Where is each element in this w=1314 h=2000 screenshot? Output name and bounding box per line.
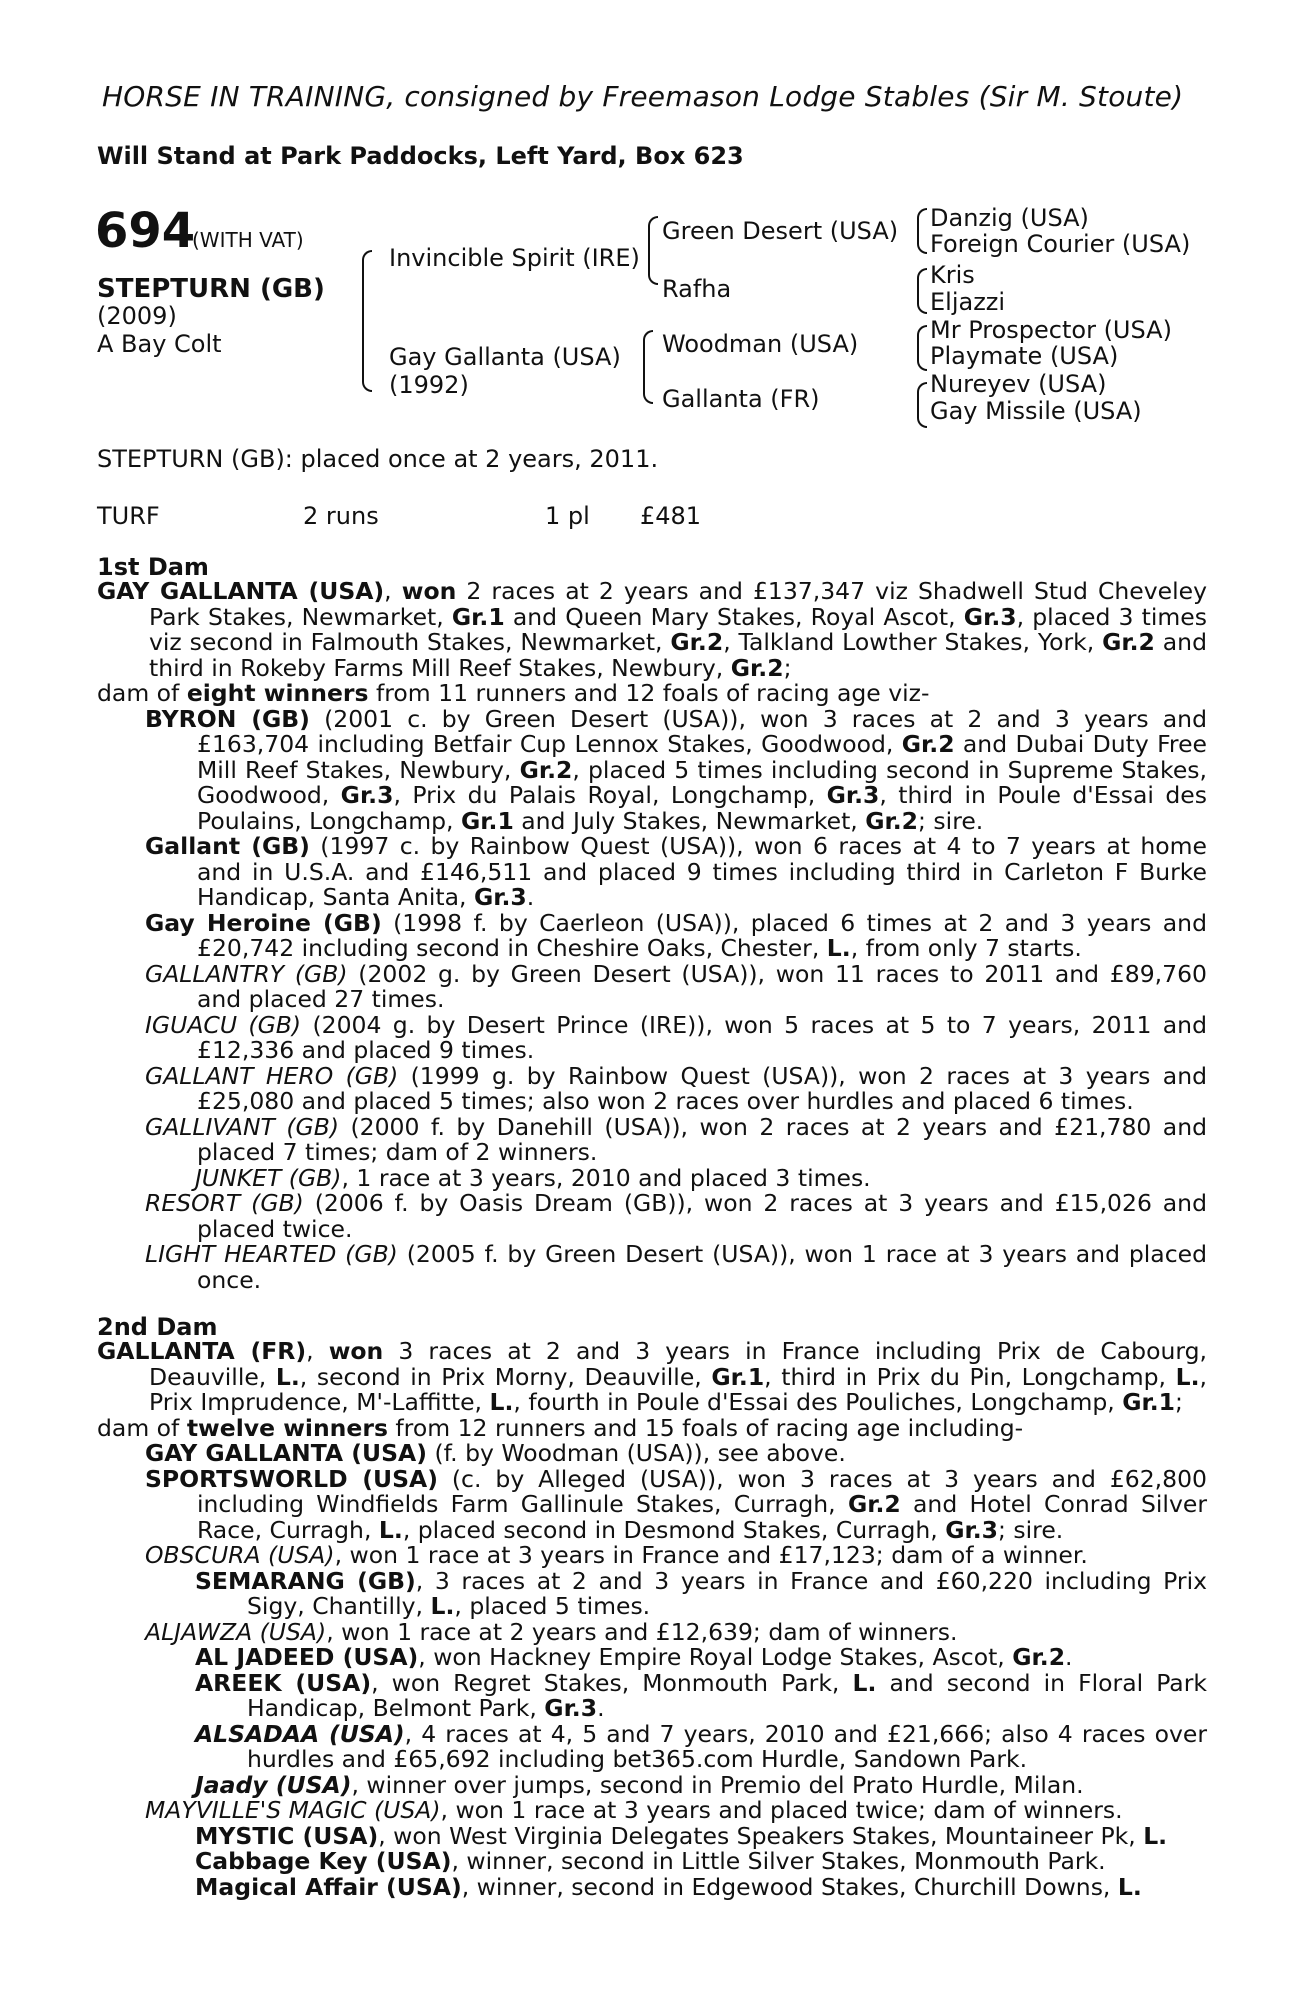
foal-entry: GALLANTRY (GB) (2002 g. by Green Desert (USA)), won 11 races to 2011 and £89,760 and placed 27 times. [145,959,1207,1013]
page-header: HORSE IN TRAINING, consigned by Freemason Lodge Stables (Sir M. Stoute) [102,80,1184,113]
foal-entry: ALSADAA (USA), 4 races at 4, 5 and 7 years, 2010 and £21,666; also 4 races over hurdles and £65,692 including bet365.com Hurdle, Sandown Park. [195,1719,1208,1773]
turf-label: TURF [97,502,160,530]
ped-dsd: Playmate (USA) [930,342,1119,370]
foal-entry: Gallant (GB) (1997 c. by Rainbow Quest (USA)), won 6 races at 4 to 7 years at home and in U.S.A. and £146,511 and placed 9 times including third in Carleton F Burke Handicap, Santa Anita, Gr.3. [145,832,1207,911]
first-dam-record: GAY GALLANTA (USA), won 2 races at 2 years and £137,347 viz Shadwell Stud Cheveley Park Stakes, Newmarket, Gr.1 and Queen Mary Stakes, Royal Ascot, Gr.3, placed 3 times viz second in Falmouth Stakes, Newmarket, Gr.2, Talkland Lowther Stakes, York, Gr.2 and third in Rokeby Farms Mill Reef Stakes, Newbury, Gr.2; [97,577,1208,682]
foal-entry: GAY GALLANTA (USA) (f. by Woodman (USA)), see above. [145,1439,846,1467]
foal-entry: SEMARANG (GB), 3 races at 2 and 3 years in France and £60,220 including Prix Sigy, Chantilly, L., placed 5 times. [195,1566,1208,1620]
first-dam-title: 1st Dam [97,553,209,581]
bracket-ds [917,325,927,371]
foal-entry: SPORTSWORLD (USA) (c. by Alleged (USA)), won 3 races at 3 years and £62,800 including Windfields Farm Gallinule Stakes, Curragh, Gr.2 and Hotel Conrad Silver Race, Curragh, L., placed second in Desmond Stakes, Curragh, Gr.3; sire. [145,1464,1208,1544]
first-dam-section [97,579,1207,1293]
foal-entry: RESORT (GB) (2006 f. by Oasis Dream (GB)), won 2 races at 3 years and £15,026 and placed twice. [145,1189,1207,1243]
ped-dss: Mr Prospector (USA) [930,316,1172,344]
foal-entry: IGUACU (GB) (2004 g. by Desert Prince (IRE)), won 5 races at 5 to 7 years, 2011 and £12,336 and placed 9 times. [145,1010,1207,1064]
first-dam-produce-summary: dam of eight winners from 11 runners and 12 foals of racing age viz- [97,679,930,707]
second-dam-race-record: GALLANTA (FR), won 3 races at 2 and 3 years in France including Prix de Cabourg, Deauville, L., second in Prix Morny, Deauville, Gr.1, third in Prix du Pin, Longchamp, L., Prix Imprudence, M'-Laffitte, L., fourth in Poule d'Essai des Pouliches, Longchamp, Gr.1; [97,1337,1207,1416]
foal-entry: MYSTIC (USA), won West Virginia Delegates Speakers Stakes, Mountaineer Pk, L. [195,1821,1168,1850]
first-dam-foals [97,704,1208,1294]
foal-entry: MAYVILLE'S MAGIC (USA), won 1 race at 3 years and placed twice; dam of winners. [145,1796,1123,1824]
ped-sss: Danzig (USA) [930,204,1089,232]
horse-year: (2009) [97,302,177,330]
foal-entry: GALLANT HERO (GB) (1999 g. by Rainbow Quest (USA)), won 2 races at 3 years and £25,080 and placed 5 times; also won 2 races over hurdles and placed 6 times. [145,1061,1208,1115]
ped-ss: Green Desert (USA) [662,217,899,245]
second-dam-foals [97,1441,1207,1900]
foal-entry: Magical Affair (USA), winner, second in Edgewood Stakes, Churchill Downs, L. [195,1872,1142,1901]
bracket-sd [917,268,927,314]
foal-entry: Gay Heroine (GB) (1998 f. by Caerleon (USA)), placed 6 times at 2 and 3 years and £20,742 including second in Cheshire Oaks, Chester, L., from only 7 starts. [145,908,1207,962]
foal-entry: AREEK (USA), won Regret Stakes, Monmouth Park, L. and second in Floral Park Handicap, Belmont Park, Gr.3. [195,1668,1207,1722]
ped-ds: Woodman (USA) [662,330,859,358]
ped-dd: Gallanta (FR) [662,385,820,413]
horse-description: A Bay Colt [97,330,222,358]
turf-placed: 1 pl [545,502,590,530]
turf-prize: £481 [640,502,702,530]
second-dam-section [97,1339,1207,1900]
foal-entry: LIGHT HEARTED (GB) (2005 f. by Green Desert (USA)), won 1 race at 3 years and placed once. [145,1240,1207,1294]
ped-dam-year: (1992) [389,371,469,399]
foal-entry: Jaady (USA), winner over jumps, second in Premio del Prato Hurdle, Milan. [195,1770,1084,1799]
ped-ssd: Foreign Courier (USA) [930,230,1191,258]
foal-entry: BYRON (GB) (2001 c. by Green Desert (USA)), won 3 races at 2 and 3 years and £163,704 including Betfair Cup Lennox Stakes, Goodwood, Gr.2 and Dubai Duty Free Mill Reef Stakes, Newbury, Gr.2, placed 5 times including second in Supreme Stakes, Goodwood, Gr.3, Prix du Palais Royal, Longchamp, Gr.3, third in Poule d'Essai des Poulains, Longchamp, Gr.1 and July Stakes, Newmarket, Gr.2; sire. [145,704,1207,835]
vat-note: (WITH VAT) [192,228,304,252]
foal-entry: AL JADEED (USA), won Hackney Empire Royal Lodge Stakes, Ascot, Gr.2. [195,1643,1073,1671]
ped-dds: Nureyev (USA) [930,370,1107,398]
ped-sds: Kris [930,261,975,289]
horse-name: STEPTURN (GB) [97,274,325,304]
bracket-ss [917,208,927,254]
ped-ddd: Gay Missile (USA) [930,397,1142,425]
ped-dam: Gay Gallanta (USA) [389,343,621,371]
ped-sd: Rafha [662,275,732,303]
second-dam-produce-summary: dam of twelve winners from 12 runners and 15 foals of racing age including- [97,1413,1024,1442]
foal-entry: ALJAWZA (USA), won 1 race at 2 years and £12,639; dam of winners. [145,1617,958,1646]
bracket-dd [917,382,927,428]
foal-entry: JUNKET (GB), 1 race at 3 years, 2010 and placed 3 times. [195,1163,871,1192]
lot-number: 694 [95,203,196,259]
race-summary: STEPTURN (GB): placed once at 2 years, 2011. [97,445,659,473]
foal-entry: OBSCURA (USA), won 1 race at 3 years in France and £17,123; dam of a winner. [145,1541,1088,1569]
ped-sire: Invincible Spirit (IRE) [389,244,640,272]
bracket-main [362,250,372,392]
foal-entry: Cabbage Key (USA), winner, second in Little Silver Stakes, Monmouth Park. [195,1847,1106,1875]
turf-runs: 2 runs [303,502,379,530]
ped-sdd: Eljazzi [930,288,1006,316]
second-dam-record [97,1339,1207,1416]
stand-location: Will Stand at Park Paddocks, Left Yard, Box 623 [97,142,744,170]
bracket-dam [643,330,653,404]
bracket-sire [648,216,658,285]
foal-entry: GALLIVANT (GB) (2000 f. by Danehill (USA)), won 2 races at 2 years and £21,780 and placed 7 times; dam of 2 winners. [145,1112,1208,1166]
second-dam-title: 2nd Dam [97,1313,218,1341]
